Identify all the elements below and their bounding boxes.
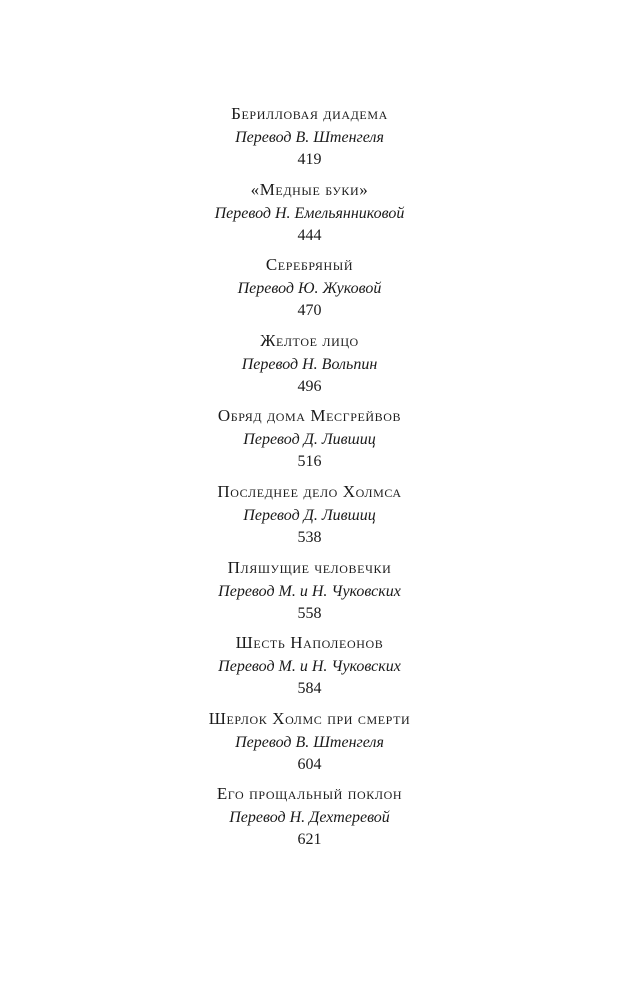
toc-entry (0, 709, 619, 785)
translator-credit: Перевод Ю. Жуковой (237, 280, 382, 298)
toc-entry (0, 255, 619, 331)
story-title: Его прощальный поклон (216, 784, 403, 804)
story-title: Берилловая диадема (231, 104, 388, 123)
translator-credit: Перевод М. и Н. Чуковских (218, 658, 401, 676)
toc-entry (0, 558, 619, 634)
translator-credit: Перевод Н. Емельянниковой (214, 204, 405, 222)
translator-credit: Перевод Д. Лившиц (243, 431, 376, 449)
translator-credit: Перевод Н. Вольпин (241, 355, 378, 373)
story-title: Обряд дома Месгрейвов (217, 406, 402, 426)
translator-credit: Перевод Н. Дехтеревой (229, 809, 390, 827)
translator-credit: Перевод М. и Н. Чуковских (218, 582, 401, 600)
table-of-contents (0, 104, 619, 860)
page-number: 538 (297, 528, 322, 546)
story-title: Последнее дело Холмса (217, 481, 402, 501)
page-number: 444 (297, 226, 322, 244)
story-title: Серебряный (265, 255, 354, 275)
page-number: 516 (297, 453, 322, 471)
story-title: Пляшущие человечки (227, 557, 392, 577)
translator-credit: Перевод В. Штенгеля (235, 733, 384, 751)
story-title: «Медные буки» (250, 179, 369, 199)
page-number: 558 (297, 604, 322, 622)
story-title: Желтое лицо (260, 330, 359, 350)
toc-entry (0, 180, 619, 256)
story-title: Шерлок Холмс при смерти (208, 708, 411, 728)
story-title: Шесть Наполеонов (235, 633, 384, 653)
page-number: 496 (297, 377, 322, 395)
translator-credit: Перевод Д. Лившиц (243, 506, 376, 524)
page-number: 604 (297, 755, 322, 773)
page-number: 584 (297, 680, 322, 698)
toc-entry (0, 331, 619, 407)
toc-entry (0, 784, 619, 860)
toc-entry (0, 633, 619, 709)
toc-entry (0, 482, 619, 558)
translator-credit: Перевод В. Штенгеля (235, 129, 384, 146)
page-number: 419 (297, 151, 322, 168)
page-number: 621 (297, 831, 322, 849)
toc-entry (0, 406, 619, 482)
toc-entry (0, 104, 619, 180)
page-number: 470 (297, 302, 322, 320)
